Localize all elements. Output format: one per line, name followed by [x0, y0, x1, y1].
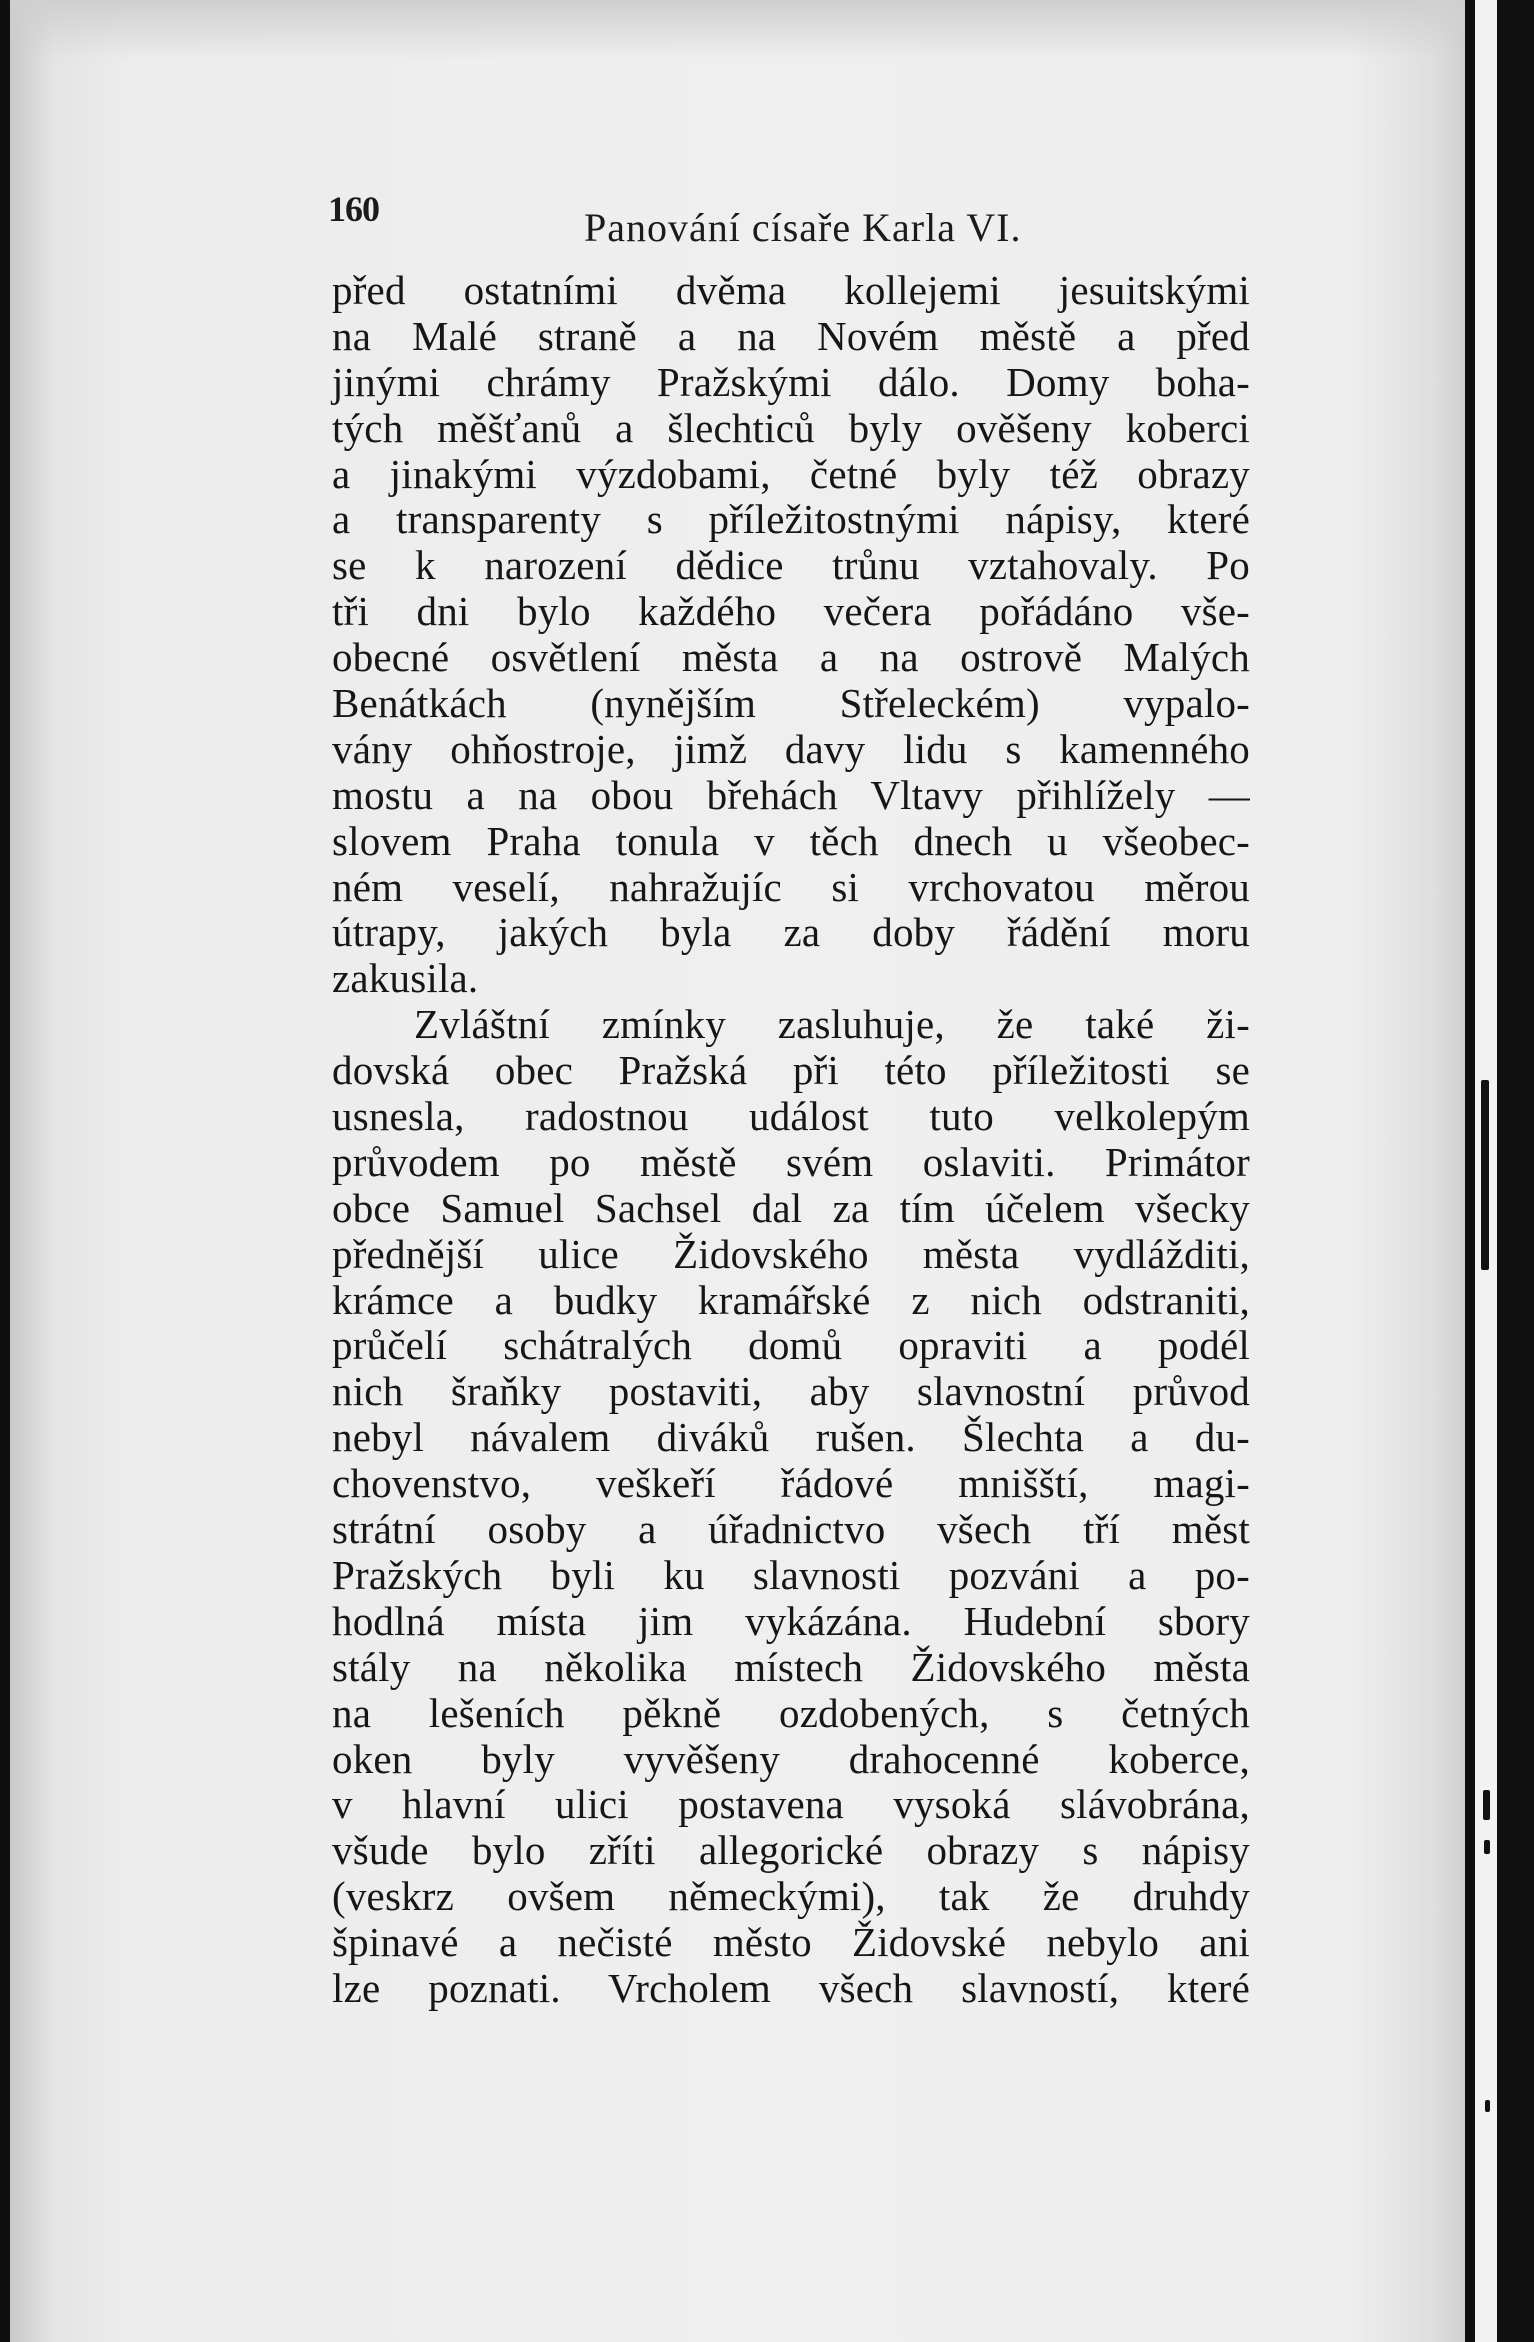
text-line: v hlavní ulici postavena vysoká slávobrána, [332, 1781, 1250, 1828]
text-line: průčelí schátralých domů opraviti a podél [332, 1322, 1250, 1369]
text-line: se k narození dědice trůnu vztahovaly. Po [332, 542, 1250, 589]
text-line: obce Samuel Sachsel dal za tím účelem všecky [332, 1184, 1250, 1231]
text-line: strátní osoby a úřadnictvo všech tří měst [332, 1506, 1250, 1553]
text-line: ném veselí, nahražujíc si vrchovatou měrou [332, 863, 1250, 910]
text-line: nich šraňky postaviti, aby slavnostní průvod [332, 1368, 1250, 1415]
ink-speck [1484, 1840, 1490, 1854]
text-line: jinými chrámy Pražskými dálo. Domy boha- [332, 358, 1250, 405]
text-line: tých měšťanů a šlechticů byly ověšeny koberci [332, 404, 1250, 451]
body-text [332, 268, 1250, 2012]
text-line: krámce a budky kramářské z nich odstraniti, [332, 1276, 1250, 1323]
text-line: oken byly vyvěšeny drahocenné koberce, [332, 1735, 1250, 1782]
text-line: Pražských byli ku slavnosti pozváni a po- [332, 1551, 1250, 1598]
running-title: Panování císaře Karla VI. [584, 205, 1022, 250]
ink-speck [1485, 2100, 1490, 2112]
text-line: usnesla, radostnou událost tuto velkolepým [332, 1093, 1250, 1140]
page-number: 160 [328, 189, 379, 229]
scan-border [1497, 0, 1534, 2342]
text-line: před ostatními dvěma kollejemi jesuitskými [332, 267, 1250, 313]
text-line: (veskrz ovšem německými), tak že druhdy [332, 1873, 1250, 1920]
text-line: slovem Praha tonula v těch dnech u všeobec- [332, 817, 1250, 864]
text-line: útrapy, jakých byla za doby řádění moru [332, 909, 1250, 956]
book-page [10, 0, 1465, 2342]
text-line: špinavé a nečisté město Židovské nebylo ani [332, 1919, 1250, 1966]
text-line: tři dni bylo každého večera pořádáno vše- [332, 588, 1250, 635]
text-line: obecné osvětlení města a na ostrově Malých [332, 634, 1250, 681]
ink-speck [1481, 1080, 1489, 1270]
text-line: na Malé straně a na Novém městě a před [332, 312, 1250, 359]
page-header [328, 188, 1268, 248]
text-line: všude bylo zříti allegorické obrazy s nápisy [332, 1827, 1250, 1874]
text-line: hodlná místa jim vykázána. Hudební sbory [332, 1597, 1250, 1644]
text-line: dovská obec Pražská při této příležitosti se [332, 1047, 1250, 1094]
text-line: na lešeních pěkně ozdobených, s četných [332, 1689, 1250, 1736]
text-line: lze poznati. Vrcholem všech slavností, které [332, 1964, 1250, 2011]
adjacent-page-edge [1475, 0, 1497, 2342]
text-line: a jinakými výzdobami, četné byly též obrazy [332, 450, 1250, 497]
text-line: zakusila. [332, 955, 479, 1002]
text-line: chovenstvo, veškeří řádové mnišští, magi- [332, 1460, 1250, 1507]
text-line: mostu a na obou břehách Vltavy přihlížely — [332, 771, 1250, 818]
text-line: Zvláštní zmínky zasluhuje, že také ži- [414, 1001, 1250, 1048]
text-line: průvodem po městě svém oslaviti. Primátor [332, 1138, 1250, 1185]
text-line: stály na několika místech Židovského města [332, 1643, 1250, 1690]
text-line: nebyl návalem diváků rušen. Šlechta a du- [332, 1414, 1250, 1461]
paragraph [332, 1002, 1250, 2012]
text-line: vány ohňostroje, jimž davy lidu s kamenného [332, 725, 1250, 772]
text-line: Benátkách (nynějším Střeleckém) vypalo- [332, 680, 1250, 727]
text-line: přednější ulice Židovského města vydlážditi, [332, 1230, 1250, 1277]
paragraph [332, 268, 1250, 1002]
ink-speck [1483, 1790, 1490, 1820]
text-line: a transparenty s příležitostnými nápisy, které [332, 496, 1250, 543]
